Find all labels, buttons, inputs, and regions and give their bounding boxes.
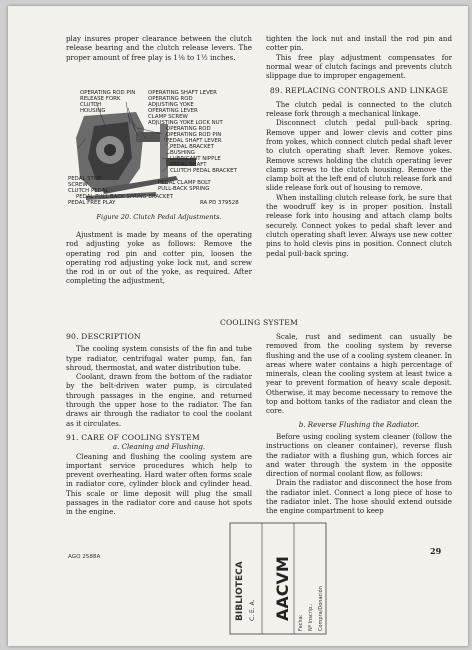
label-pedal-stop: PEDAL STOP	[68, 176, 102, 182]
subsection-b-heading: b. Reverse Flushing the Radiator.	[298, 419, 420, 429]
label-clutch-pedal: CLUTCH PEDAL	[68, 188, 109, 194]
label-operating-rod-pin-2: OPERATING ROD PIN	[166, 132, 222, 138]
label-clutch-pedal-bracket: CLUTCH PEDAL BRACKET	[170, 168, 237, 174]
label-operating-shaft-lever: OPERATING SHAFT LEVER	[148, 90, 217, 96]
label-lubricant-nipple: LUBRICANT NIPPLE	[170, 156, 221, 162]
clutch-figure	[66, 88, 252, 208]
label-operating-rod-pin: OPERATING ROD PIN	[80, 90, 136, 96]
label-pedal-bracket: PEDAL BRACKET	[170, 144, 214, 150]
label-pedal-shaft-lever: PEDAL SHAFT LEVER	[166, 138, 222, 144]
clutch-diagram	[66, 88, 252, 208]
manual-page	[8, 6, 468, 646]
label-operating-lever: OPERATING LEVER	[148, 108, 198, 114]
stamp-line-3: AACVM	[273, 556, 292, 621]
label-operating-rod-2: OPERATING ROD	[166, 126, 211, 132]
label-ra-pd-number: RA PD 379528	[200, 200, 239, 206]
label-pull-back-spring: PULL-BACK SPRING	[158, 186, 210, 192]
label-operating-rod: OPERATING ROD	[148, 96, 193, 102]
stamp-line-2: C. E. A.	[249, 599, 256, 621]
cooling-system-title: COOLING SYSTEM	[219, 318, 299, 327]
label-pedal-free-play: PEDAL FREE PLAY	[68, 200, 116, 206]
page-number: 29	[430, 546, 442, 556]
stamp-graphic	[228, 521, 328, 636]
right-top-text: tighten the lock nut and install the rod pin and cotter pin. This free play adjustment compensates for normal wear of clutch facings and prevents clutch slippage due to improper engagement. 89. REPLACING CONTROLS AND LINKAGE The clutch pedal is connected to the clutch release fork through a mechanical linkage. Disconnect clutch pedal pull-back spring. Remove upper and lower clevis and cotter pins from yokes, which connect clutch pedal shaft lever to clutch operating shaft lever. Remove yokes. Remove screws holding the clutch operating lever clamp screws to the clutch housing. Remove the clamp bolt at the left end of clutch release fork and slide release fork out of housing to remove. When installing clutch release fork, be sure that the woodruff key is in proper position. Install release fork into housing and attach clamp bolts securely. Connect yokes to pedal shaft lever and clutch operating shaft lever. Always use new cotter pins to hold clevis pins in position. Connect clutch pedal pull-back spring.	[266, 34, 452, 258]
label-adjusting-yoke-lock-nut: ADJUSTING YOKE LOCK NUT	[148, 120, 223, 126]
label-screw: SCREW	[68, 182, 88, 188]
section-90-heading: 90. DESCRIPTION	[66, 332, 141, 341]
label-clutch: CLUTCH	[80, 102, 102, 108]
label-clamp-screw: CLAMP SCREW	[148, 114, 188, 120]
stamp-line-4: Fecha:	[298, 614, 304, 631]
left-bottom-text: 90. DESCRIPTION The cooling system consists of the fin and tube type radiator, centrifugal water pump, fan, fan shroud, thermostat, and water distribution tube. Coolant, drawn from the bottom of the radiator by the belt-driven water pump, is circulated through passages in the engine, and returned through the upper hose to the radiator. The fan draws air through the radiator to cool the coolant as it circulates. 91. CARE OF COOLING SYSTEM a. Cleaning and Flushing. Cleaning and flushing the cooling system are important service procedures which help to prevent overheating. Hard water often forms scale in radiator core, cylinder block and cylinder head. This scale or lime deposit will plug the small passages in the radiator core and cause hot spots in the engine.	[66, 332, 252, 517]
section-89-heading: 89. REPLACING CONTROLS AND LINKAGE	[269, 86, 449, 96]
label-bushing: BUSHING	[170, 150, 195, 156]
label-release-fork: RELEASE FORK	[80, 96, 121, 102]
label-pedal-pull-back-spring-bracket: PEDAL PULL-BACK SPRING BRACKET	[76, 194, 174, 200]
section-91-heading: 91. CARE OF COOLING SYSTEM	[66, 432, 200, 442]
stamp-line-1: BIBLIOTECA	[235, 561, 245, 621]
label-housing: HOUSING	[80, 108, 106, 114]
left-adjustment-text: Ajustment is made by means of the operating rod adjusting yoke as follows: Remove the operating rod pin and cotter pin, loosen the operating rod adjusting yoke lock nut, and screw the rod in or out of the yoke, as required. After completing the adjustment,	[66, 230, 252, 286]
stamp-line-6: Compra/Donación	[318, 586, 324, 631]
library-stamp	[228, 521, 328, 636]
label-pedal-shaft: PEDAL SHAFT	[170, 162, 207, 168]
figure-caption: Figure 20. Clutch Pedal Adjustments.	[96, 213, 222, 221]
stamp-line-5: Nº Inscrip.:	[308, 603, 314, 631]
document-code: AGO 2588A	[68, 554, 101, 560]
subsection-a-heading: a. Cleaning and Flushing.	[112, 442, 206, 452]
label-adjusting-yoke: ADJUSTING YOKE	[148, 102, 194, 108]
left-intro-text: play insures proper clearance between the clutch release bearing and the clutch release levers. The proper amount of free play is 1⅛ to 1½ inches.	[66, 34, 252, 62]
right-bottom-text: Scale, rust and sediment can usually be removed from the cooling system by reverse flushing and the use of a cooling system cleaner. In areas where water contains a high percentage of minerals, clean the cooling system at least twice a year to prevent formation of heavy scale deposit. Otherwise, it may become necessary to remove the top and bottom tanks of the radiator and clean the core. b. Reverse Flushing the Radiator. Before using cooling system cleaner (follow the instructions on cleaner container), reverse flush the radiator with a flushing gun, which forces air and water through the system in the opposite direction of normal coolant flow, as follows: Drain the radiator and disconnect the hose from the radiator inlet. Connect a long piece of hose to the radiator inlet. The hose should extend outside the engine compartment to keep	[266, 332, 452, 516]
label-pedal-clamp-bolt: PEDAL CLAMP BOLT	[158, 180, 211, 186]
